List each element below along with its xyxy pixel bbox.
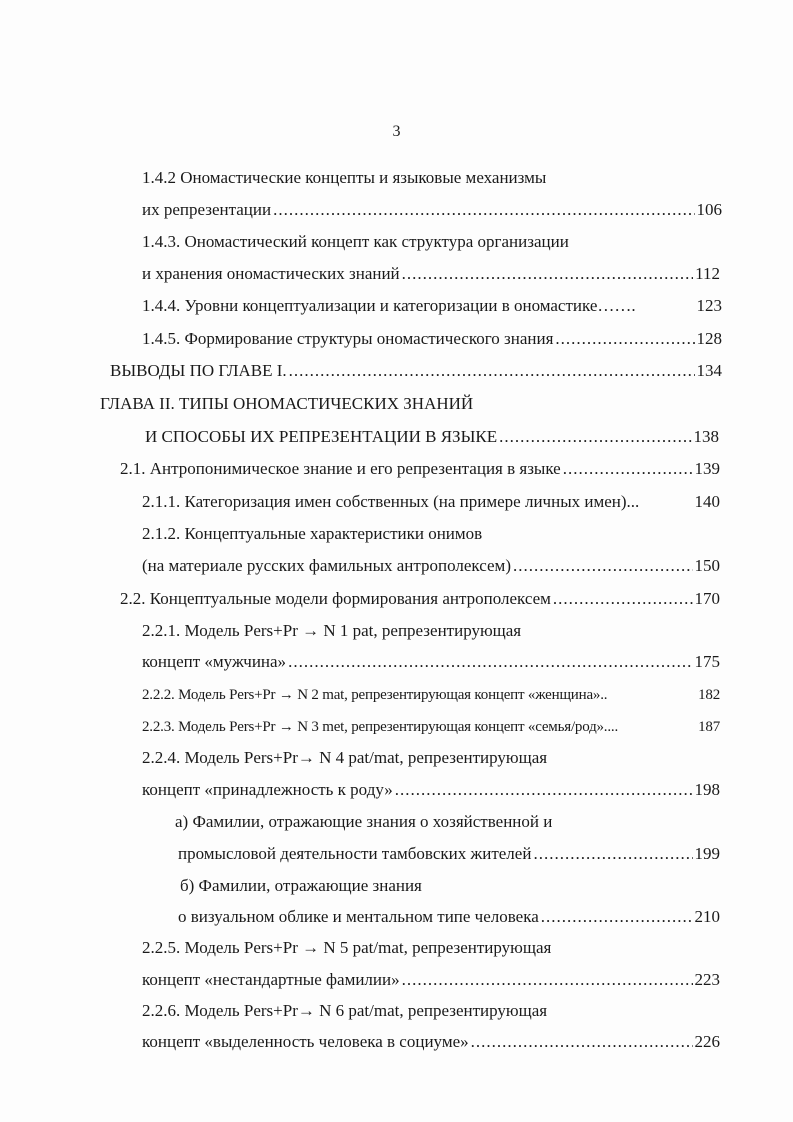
toc-entry-1-4-3-cont (142, 263, 720, 285)
toc-entry-text: концепт «принадлежность к роду» (142, 780, 393, 799)
toc-entry-text: о визуальном облике и ментальном типе человека (178, 907, 539, 926)
toc-entry-2-2-4-a (175, 811, 552, 833)
leader-dots (402, 263, 693, 285)
toc-entry-text: б) Фамилии, отражающие знания (180, 876, 422, 895)
leader-dots (499, 426, 691, 448)
leader-dots (513, 555, 693, 577)
toc-entry-1-4-4 (142, 295, 722, 317)
leader-dots (288, 651, 692, 673)
leader-dots (273, 199, 694, 221)
toc-entry-1-4-3 (142, 231, 569, 253)
toc-entry-text: промысловой деятельности тамбовских жителей (178, 844, 532, 863)
leader-dots (555, 328, 694, 350)
toc-entry-text: 2.1.2. Концептуальные характеристики онимов (142, 524, 483, 543)
toc-entry-text: 2.2. Концептуальные модели формирования антрополексем (120, 589, 551, 608)
toc-entry-text: 1.4.5. Формирование структуры ономастического знания (142, 329, 554, 348)
leader-dots (289, 360, 695, 382)
toc-entry-page: 106 (696, 200, 722, 219)
toc-entry-page: 140 (694, 492, 720, 511)
toc-entry-2-2-6-cont (142, 1031, 720, 1053)
toc-entry-2-2 (120, 588, 720, 610)
toc-entry-text: 1.4.3. Ономастический концепт как структура организации (142, 232, 569, 251)
toc-entry-page: 187 (698, 719, 720, 735)
toc-entry-page: 210 (694, 907, 720, 926)
toc-entry-page: 199 (694, 844, 720, 863)
toc-entry-text: концепт «нестандартные фамилии» (142, 970, 400, 989)
toc-entry-text: ВЫВОДЫ ПО ГЛАВЕ I. (110, 361, 287, 380)
toc-entry-text: ГЛАВА II. ТИПЫ ОНОМАСТИЧЕСКИХ ЗНАНИЙ (100, 394, 474, 413)
toc-entry-2-2-6 (142, 1000, 547, 1022)
toc-entry-2-2-3 (142, 716, 720, 738)
toc-entry-text: 1.4.2 Ономастические концепты и языковые механизмы (142, 168, 547, 187)
toc-entry-1-4-2-cont (142, 199, 722, 221)
toc-entry-2-2-2 (142, 684, 720, 706)
toc-entry-conclusions-1 (110, 360, 722, 382)
toc-entry-text: 2.2.1. Модель Pers+Pr → N 1 pat, репрезентирующая (142, 621, 522, 640)
toc-entry-page: 170 (694, 589, 720, 608)
toc-entry-2-2-1 (142, 620, 521, 642)
toc-entry-page: 134 (696, 361, 722, 380)
toc-entry-text: 2.2.3. Модель Pers+Pr → N 3 met, репрезентирующая концепт «семья/род».... (142, 719, 619, 735)
leader-dots (533, 843, 692, 865)
toc-entry-2-2-4-a-cont (178, 843, 720, 865)
leader-dots (402, 969, 693, 991)
toc-entry-page: 138 (693, 427, 719, 446)
toc-entry-text: и хранения ономастических знаний (142, 264, 400, 283)
toc-entry-page: 150 (694, 556, 720, 575)
toc-entry-text: их репрезентации (142, 200, 272, 219)
toc-entry-page: 182 (698, 687, 720, 703)
toc-entry-text: (на материале русских фамильных антрополексем) (142, 556, 511, 575)
toc-entry-page: 128 (696, 329, 722, 348)
toc-entry-2-1-1 (142, 491, 720, 513)
toc-entry-2-2-4-b-cont (178, 906, 720, 928)
toc-entry-2-2-4 (142, 747, 547, 769)
toc-entry-2-2-1-cont (142, 651, 720, 673)
leader-dots (553, 588, 693, 610)
toc-entry-text: концепт «выделенность человека в социуме» (142, 1032, 469, 1051)
toc-entry-page: 226 (694, 1032, 720, 1051)
toc-entry-2-2-5 (142, 937, 551, 959)
toc-entry-text: 2.1. Антропонимическое знание и его репрезентация в языке (120, 459, 561, 478)
leader-dots (541, 906, 693, 928)
toc-entry-text: 2.2.6. Модель Pers+Pr→ N 6 pat/mat, репрезентирующая (142, 1001, 548, 1020)
toc-entry-2-2-4-b (180, 875, 422, 897)
toc-entry-1-4-5 (142, 328, 722, 350)
toc-entry-chapter-2 (100, 393, 473, 415)
toc-entry-1-4-2 (142, 167, 546, 189)
toc-entry-page: 112 (695, 264, 720, 283)
toc-entry-page: 139 (694, 459, 720, 478)
toc-entry-text: а) Фамилии, отражающие знания о хозяйственной и (175, 812, 553, 831)
toc-entry-text: концепт «мужчина» (142, 652, 287, 671)
toc-entry-text: 2.2.4. Модель Pers+Pr→ N 4 pat/mat, репрезентирующая (142, 748, 548, 767)
toc-entry-2-1 (120, 458, 720, 480)
toc-entry-text: И СПОСОБЫ ИХ РЕПРЕЗЕНТАЦИИ В ЯЗЫКЕ (145, 427, 498, 446)
toc-entry-2-2-5-cont (142, 969, 720, 991)
leader-dots (395, 779, 693, 801)
toc-entry-chapter-2-cont (145, 426, 719, 448)
page-number: 3 (392, 123, 401, 140)
toc-entry-2-1-2 (142, 523, 482, 545)
leader-dots (563, 458, 693, 480)
toc-entry-page: 198 (694, 780, 720, 799)
toc-entry-page: 175 (694, 652, 720, 671)
toc-entry-text: 2.1.1. Категоризация имен собственных (на примере личных имен)... (142, 492, 640, 511)
toc-entry-page: 123 (696, 296, 722, 315)
toc-entry-2-1-2-cont (142, 555, 720, 577)
toc-entry-text: 2.2.5. Модель Pers+Pr → N 5 pat/mat, репрезентирующая (142, 938, 552, 957)
toc-entry-text: 2.2.2. Модель Pers+Pr → N 2 mat, репрезентирующая концепт «женщина».. (142, 687, 608, 703)
leader-dots (471, 1031, 693, 1053)
toc-entry-text: 1.4.4. Уровни концептуализации и категоризации в ономастике……. (142, 296, 636, 315)
toc-entry-page: 223 (694, 970, 720, 989)
toc-entry-2-2-4-cont (142, 779, 720, 801)
